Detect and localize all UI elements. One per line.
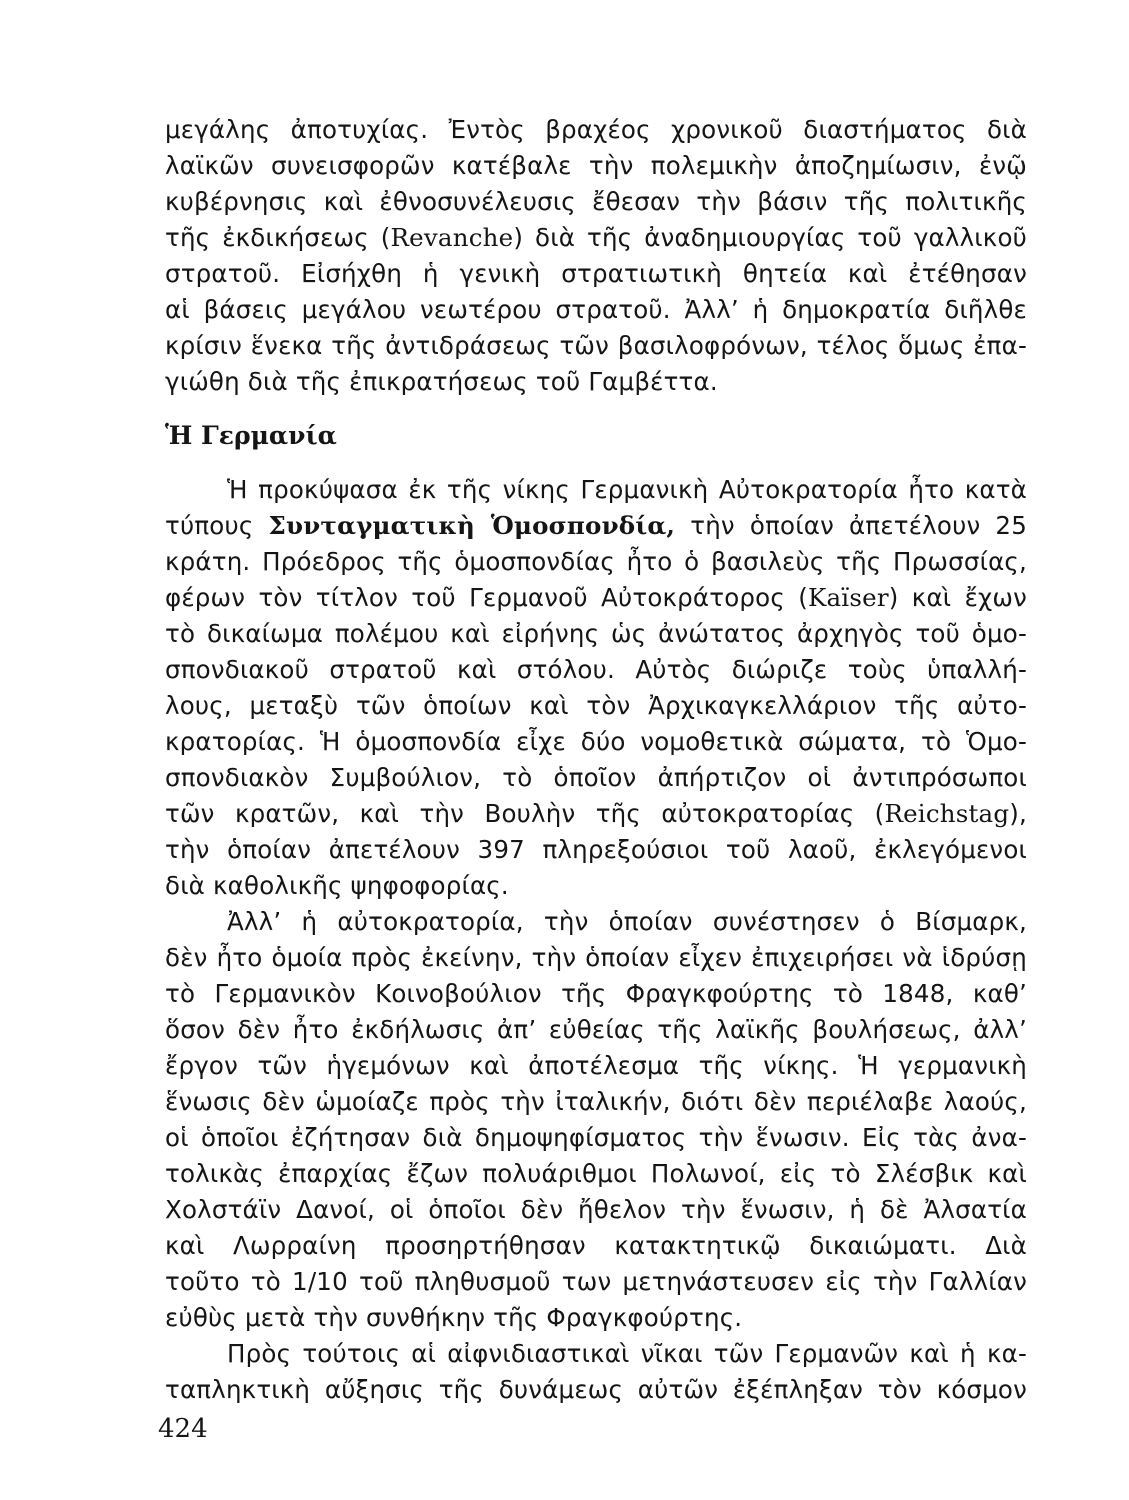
text-line: οἱ ὁποῖοι ἐζήτησαν διὰ δημοψηφίσματος τὴν ἕνωσιν. Εἰς τὰς ἀνα- <box>165 1123 1027 1152</box>
text-line: μεγάλης ἀποτυχίας. Ἐντὸς βραχέος χρονικοῦ διαστήματος διὰ <box>165 115 1027 144</box>
text-line: Χολστάϊν Δανοί, οἱ ὁποῖοι δὲν ἤθελον τὴν ἕνωσιν, ἡ δὲ Ἀλσατία <box>165 1195 1027 1224</box>
latin-term: Revanche <box>390 223 514 252</box>
text-line: τὸ Γερμανικὸν Κοινοβούλιον τῆς Φραγκφούρτης τὸ 1848, καθ’ <box>165 979 1027 1008</box>
text-line: τὴν ὁποίαν ἀπετέλουν 397 πληρεξούσιοι τοῦ λαοῦ, ἐκλεγόμενοι <box>165 835 1027 864</box>
text-line: στρατοῦ. Εἰσήχθη ἡ γενικὴ στρατιωτικὴ θητεία καὶ ἐτέθησαν <box>165 259 1027 288</box>
text-line: ἕνωσις δὲν ὡμοίαζε πρὸς τὴν ἰταλικήν, διότι δὲν περιέλαβε λαούς, <box>165 1087 1027 1116</box>
text-line: κρίσιν ἕνεκα τῆς ἀντιδράσεως τῶν βασιλοφρόνων, τέλος ὅμως ἐπα- <box>165 331 1027 360</box>
text-line: κρατορίας. Ἡ ὁμοσπονδία εἶχε δύο νομοθετικὰ σώματα, τὸ Ὁμο- <box>165 727 1027 756</box>
text-line: τολικὰς ἐπαρχίας ἔζων πολυάριθμοι Πολωνοί, εἰς τὸ Σλέσβικ καὶ <box>165 1159 1027 1188</box>
section-heading: Ἡ Γερμανία <box>165 421 337 450</box>
text-line: δὲν ἦτο ὁμοία πρὸς ἐκείνην, τὴν ὁποίαν εἶχεν ἐπιχειρήσει νὰ ἱδρύσῃ <box>165 943 1027 972</box>
paragraph-4 <box>165 1336 1027 1408</box>
bold-term: Συνταγματικὴ Ὁμοσπονδία, <box>268 511 676 540</box>
text-line: τὸ δικαίωμα πολέμου καὶ εἰρήνης ὡς ἀνώτατος ἀρχηγὸς τοῦ ὁμο- <box>165 619 1027 648</box>
text-line: καὶ Λωρραίνη προσηρτήθησαν κατακτητικῷ δικαιώματι. Διὰ <box>165 1231 1027 1260</box>
page-body <box>165 112 1027 1408</box>
text-line: τῆς ἐκδικήσεως (Revanche) διὰ τῆς ἀναδημιουργίας τοῦ γαλλικοῦ <box>165 223 1028 252</box>
text-line: σπονδιακὸν Συμβούλιον, τὸ ὁποῖον ἀπήρτιζον οἱ ἀντιπρόσωποι <box>165 763 1027 792</box>
text-line: Πρὸς τούτοις αἱ αἰφνιδιαστικαὶ νῖκαι τῶν Γερμανῶν καὶ ἡ κα- <box>227 1339 1027 1368</box>
text-line: αἱ βάσεις μεγάλου νεωτέρου στρατοῦ. Ἀλλ’ ἡ δημοκρατία διῆλθε <box>165 295 1027 324</box>
text-line: εὐθὺς μετὰ τὴν συνθήκην τῆς Φραγκφούρτης. <box>165 1303 743 1332</box>
text-line: φέρων τὸν τίτλον τοῦ Γερμανοῦ Αὐτοκράτορος (Kaïser) καὶ ἔχων <box>165 583 1027 612</box>
text-line: Ἡ προκύψασα ἐκ τῆς νίκης Γερμανικὴ Αὐτοκρατορία ἦτο κατὰ <box>227 475 1027 504</box>
text-line: τῶν κρατῶν, καὶ τὴν Βουλὴν τῆς αὐτοκρατορίας (Reichstag), <box>165 799 1027 828</box>
page-number: 424 <box>158 1414 208 1444</box>
text-line: κυβέρνησις καὶ ἐθνοσυνέλευσις ἔθεσαν τὴν βάσιν τῆς πολιτικῆς <box>165 187 1027 216</box>
text-line: τύπους Συνταγματικὴ Ὁμοσπονδία, τὴν ὁποίαν ἀπετέλουν 25 <box>165 511 1027 540</box>
text-line: ταπληκτικὴ αὔξησις τῆς δυνάμεως αὐτῶν ἐξέπληξαν τὸν κόσμον <box>165 1375 1027 1404</box>
text-line: λαϊκῶν συνεισφορῶν κατέβαλε τὴν πολεμικὴν ἀποζημίωσιν, ἐνῷ <box>165 151 1027 180</box>
paragraph-1 <box>165 112 1027 400</box>
text-line: ἔργον τῶν ἡγεμόνων καὶ ἀποτέλεσμα τῆς νίκης. Ἡ γερμανικὴ <box>165 1051 1027 1080</box>
text-line: γιώθη διὰ τῆς ἐπικρατήσεως τοῦ Γαμβέττα. <box>165 367 718 396</box>
text-line: τοῦτο τὸ 1/10 τοῦ πληθυσμοῦ των μετηνάστευσεν εἰς τὴν Γαλλίαν <box>165 1267 1027 1296</box>
latin-term: Kaïser <box>808 583 889 612</box>
text-line: διὰ καθολικῆς ψηφοφορίας. <box>165 871 509 900</box>
text-line: ὅσον δὲν ἦτο ἐκδήλωσις ἀπ’ εὐθείας τῆς λαϊκῆς βουλήσεως, ἀλλ’ <box>165 1015 1027 1044</box>
paragraph-2 <box>165 472 1027 904</box>
text-line: Ἀλλ’ ἡ αὐτοκρατορία, τὴν ὁποίαν συνέστησεν ὁ Βίσμαρκ, <box>227 907 1027 936</box>
text-line: κράτη. Πρόεδρος τῆς ὁμοσπονδίας ἦτο ὁ βασιλεὺς τῆς Πρωσσίας, <box>165 547 1027 576</box>
text-line: λους, μεταξὺ τῶν ὁποίων καὶ τὸν Ἀρχικαγκελλάριον τῆς αὐτο- <box>165 691 1027 720</box>
paragraph-3 <box>165 904 1027 1336</box>
latin-term: Reichstag <box>884 799 1010 828</box>
text-line: σπονδιακοῦ στρατοῦ καὶ στόλου. Αὐτὸς διώριζε τοὺς ὑπαλλή- <box>165 655 1027 684</box>
